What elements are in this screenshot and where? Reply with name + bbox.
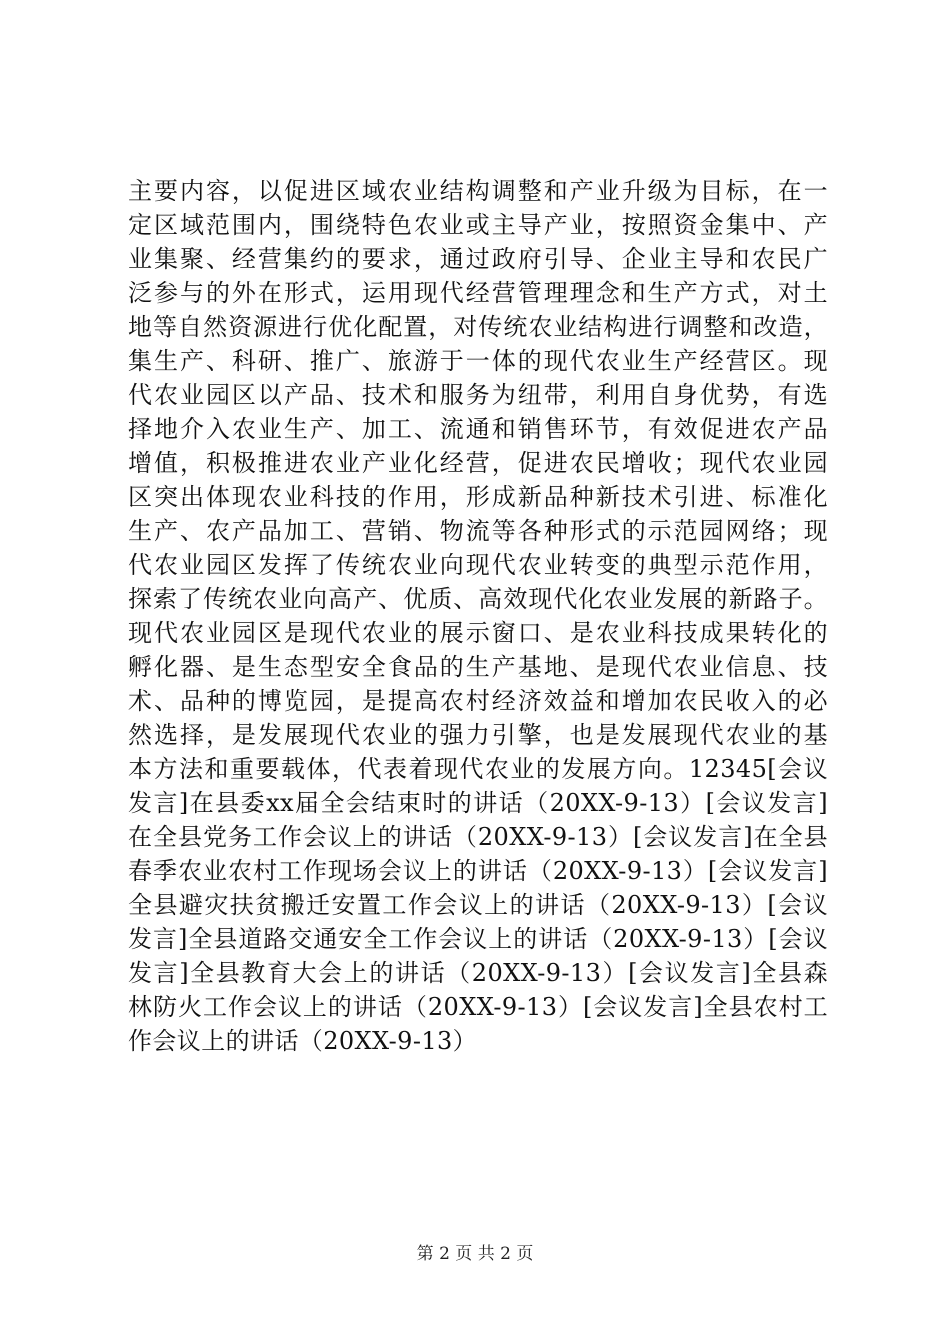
text-line: 区突出体现农业科技的作用，形成新品种新技术引进、标准化	[128, 483, 828, 511]
text-line: 地等自然资源进行优化配置，对传统农业结构进行调整和改造，	[128, 313, 828, 341]
text-line: 孵化器、是生态型安全食品的生产基地、是现代农业信息、技	[128, 653, 828, 681]
text-line: 然选择，是发展现代农业的强力引擎，也是发展现代农业的基	[128, 721, 828, 749]
text-line: 本方法和重要载体，代表着现代农业的发展方向。12345[会议	[128, 755, 828, 783]
text-line: 全县避灾扶贫搬迁安置工作会议上的讲话（20XX-9-13）[会议	[128, 891, 828, 919]
text-line: 择地介入农业生产、加工、流通和销售环节，有效促进农产品	[128, 415, 828, 443]
text-line: 增值，积极推进农业产业化经营，促进农民增收；现代农业园	[128, 449, 828, 477]
text-line: 集生产、科研、推广、旅游于一体的现代农业生产经营区。现	[128, 347, 828, 375]
text-line: 定区域范围内，围绕特色农业或主导产业，按照资金集中、产	[128, 211, 828, 239]
text-line: 代农业园区发挥了传统农业向现代农业转变的典型示范作用，	[128, 551, 828, 579]
text-line: 春季农业农村工作现场会议上的讲话（20XX-9-13）[会议发言]	[128, 857, 828, 885]
text-line: 探索了传统农业向高产、优质、高效现代化农业发展的新路子。	[128, 585, 828, 613]
text-line: 发言]在县委xx届全会结束时的讲话（20XX-9-13）[会议发言]	[128, 789, 828, 817]
text-line: 发言]全县教育大会上的讲话（20XX-9-13）[会议发言]全县森	[128, 959, 828, 987]
text-line: 现代农业园区是现代农业的展示窗口、是农业科技成果转化的	[128, 619, 828, 647]
page-footer: 第 2 页 共 2 页	[416, 1244, 534, 1264]
text-line: 在全县党务工作会议上的讲话（20XX-9-13）[会议发言]在全县	[128, 823, 828, 851]
text-line: 生产、农产品加工、营销、物流等各种形式的示范园网络；现	[128, 517, 828, 545]
text-line: 主要内容，以促进区域农业结构调整和产业升级为目标，在一	[128, 177, 828, 205]
text-line: 代农业园区以产品、技术和服务为纽带，利用自身优势，有选	[128, 381, 828, 409]
body-text	[128, 174, 828, 1058]
text-line: 林防火工作会议上的讲话（20XX-9-13）[会议发言]全县农村工	[128, 993, 828, 1021]
text-line: 术、品种的博览园，是提高农村经济效益和增加农民收入的必	[128, 687, 828, 715]
text-line: 发言]全县道路交通安全工作会议上的讲话（20XX-9-13）[会议	[128, 925, 828, 953]
text-line: 泛参与的外在形式，运用现代经营管理理念和生产方式，对土	[128, 279, 828, 307]
text-line: 作会议上的讲话（20XX-9-13）	[128, 1027, 478, 1055]
text-line: 业集聚、经营集约的要求，通过政府引导、企业主导和农民广	[128, 245, 828, 273]
